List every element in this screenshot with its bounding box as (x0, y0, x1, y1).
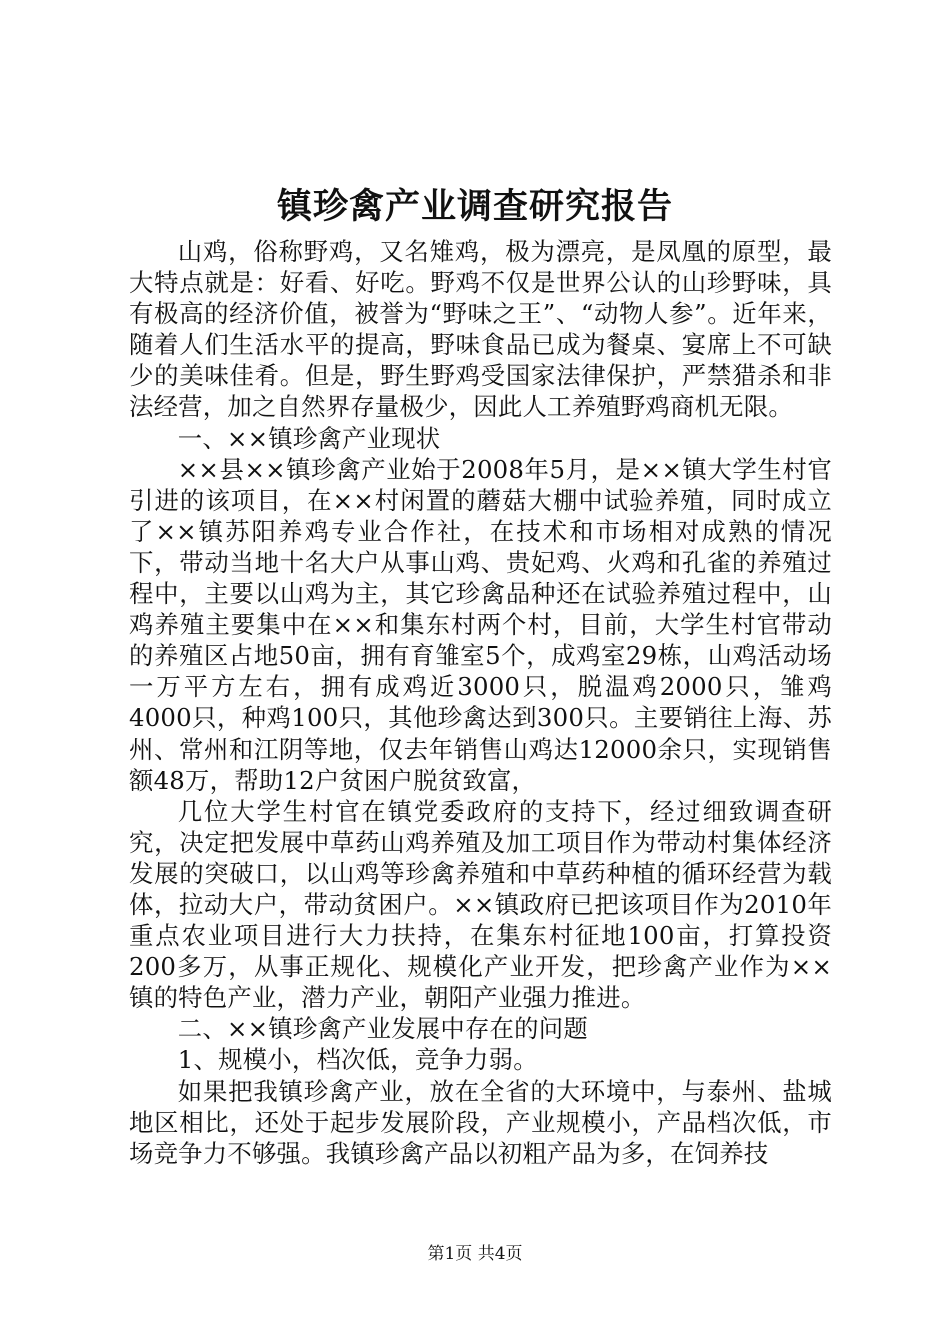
section-heading-1: 一、××镇珍禽产业现状 (177, 423, 441, 453)
paragraph-problem: 如果把我镇珍禽产业，放在全省的大环境中，与泰州、盐城地区相比，还处于起步发展阶段，产业规模小，产品档次低，市场竞争力不够强。我镇珍禽产品以初粗产品为多，在饲养技 (129, 1076, 832, 1168)
document-title: 镇珍禽产业调查研究报告 (276, 187, 673, 227)
section-heading-2: 二、××镇珍禽产业发展中存在的问题 (177, 1014, 588, 1044)
paragraph-status: ××县××镇珍禽产业始于2008年5月，是××镇大学生村官引进的该项目，在××村闲置的蘑菇大棚中试验养殖，同时成立了××镇苏阳养鸡专业合作社，在技术和市场相对成熟的情况下，带动当地十名大户从事山鸡、贵妃鸡、火鸡和孔雀的养殖过程中，主要以山鸡为主，其它珍禽品种还在试验养殖过程中，山鸡养殖主要集中在××和集东村两个村，目前，大学生村官带动的养殖区占地50亩，拥有育雏室5个，成鸡室29栋，山鸡活动场一万平方左右，拥有成鸡近3000只，脱温鸡2000只，雏鸡4000只，种鸡100只，其他珍禽达到300只。主要销往上海、苏州、常州和江阴等地，仅去年销售山鸡达12000余只，实现销售额48万，帮助12户贫困户脱贫致富， (129, 454, 832, 795)
subheading-1: 1、规模小，档次低，竞争力弱。 (177, 1045, 538, 1075)
page-footer: 第1页 共4页 (427, 1244, 523, 1264)
paragraph-intro: 山鸡，俗称野鸡，又名雉鸡，极为漂亮，是凤凰的原型，最大特点就是：好看、好吃。野鸡不仅是世界公认的山珍野味，具有极高的经济价值，被誉为“野味之王”、“动物人参”。近年来，随着人们生活水平的提高，野味食品已成为餐桌、宴席上不可缺少的美味佳肴。但是，野生野鸡受国家法律保护，严禁猎杀和非法经营，加之自然界存量极少，因此人工养殖野鸡商机无限。 (129, 237, 832, 422)
paragraph-project: 几位大学生村官在镇党委政府的支持下，经过细致调查研究，决定把发展中草药山鸡养殖及加工项目作为带动村集体经济发展的突破口，以山鸡等珍禽养殖和中草药种植的循环经营为载体，拉动大户，带动贫困户。××镇政府已把该项目作为2010年重点农业项目进行大力扶持，在集东村征地100亩，打算投资200多万，从事正规化、规模化产业开发，把珍禽产业作为××镇的特色产业，潜力产业，朝阳产业强力推进。 (129, 796, 832, 1013)
document-body (129, 236, 832, 1169)
